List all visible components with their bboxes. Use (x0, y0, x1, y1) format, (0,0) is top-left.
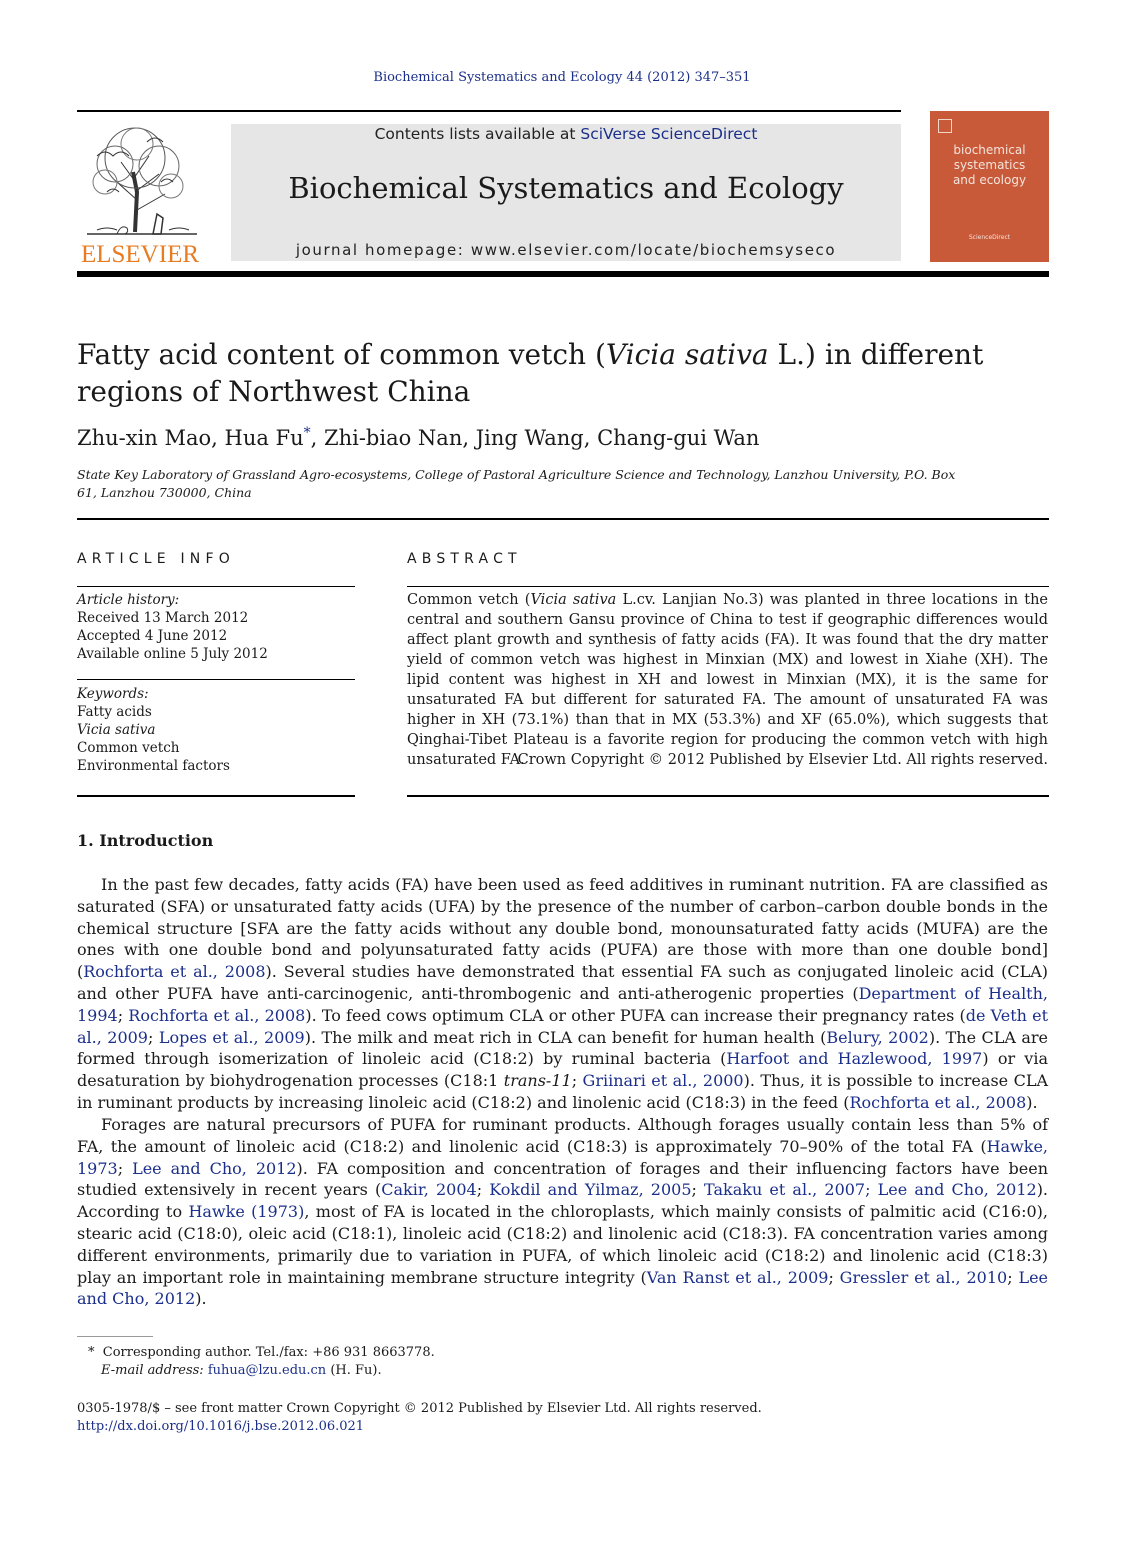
reference-link[interactable]: Van Ranst et al., 2009 (646, 1267, 829, 1287)
email-link[interactable]: fuhua@lzu.edu.cn (207, 1363, 327, 1378)
reference-link[interactable]: Rochforta et al., 2008 (83, 962, 266, 982)
journal-title: Biochemical Systematics and Ecology (288, 171, 844, 205)
abstract-bottom-rule (407, 795, 1049, 797)
cover-logo-icon (938, 119, 952, 133)
reference-link[interactable]: Lee and Cho, 2012 (132, 1158, 297, 1178)
reference-link[interactable]: Cakir, 2004 (381, 1180, 477, 1200)
intro-paragraph-2: Forages are natural precursors of PUFA for ruminant products. Although forages usually contain less than 5% of FA, the amount of linoleic acid (C18:2) and linolenic acid (C18:3) is approximately 70–90% of the total FA (Hawke, 1973; Lee and Cho, 2012). FA composition and concentration of forages and their influencing factors have been studied extensively in recent years (Cakir, 2004; Kokdil and Yilmaz, 2005; Takaku et al., 2007; Lee and Cho, 2012). According to Hawke (1973), most of FA is located in the chloroplasts, which mainly consists of palmitic acid (C16:0), stearic acid (C18:0), oleic acid (C18:1), linoleic acid (C18:2) and linolenic acid (C18:3). FA concentration varies among different environments, primarily due to variation in PUFA, of which linoleic acid (C18:2) and linolenic acid (C18:3) play an important role in maintaining membrane structure integrity (Van Ranst et al., 2009; Gressler et al., 2010; Lee and Cho, 2012). (77, 1115, 1049, 1309)
abstract-rule (407, 586, 1049, 587)
keyword: Environmental factors (77, 758, 230, 774)
affiliation: State Key Laboratory of Grassland Agro-ecosystems, College of Pastoral Agriculture Science and Technology, Lanzhou University, P.O. Box 61, Lanzhou 730000, China (77, 467, 956, 500)
introduction-heading: 1. Introduction (77, 831, 214, 850)
doi-link[interactable]: http://dx.doi.org/10.1016/j.bse.2012.06.021 (77, 1419, 365, 1434)
reference-link[interactable]: Department of Health, 1994 (77, 983, 1049, 1025)
reference-link[interactable]: Griinari et al., 2000 (582, 1071, 744, 1091)
journal-banner (231, 124, 901, 261)
contents-line (231, 125, 901, 143)
reference-link[interactable]: Hawke, 1973 (77, 1136, 1048, 1178)
intro-paragraph-1: In the past few decades, fatty acids (FA) have been used as feed additives in ruminant nutrition. FA are classified as saturated (SFA) or unsaturated fatty acids (UFA) by the presence of the number of carbon–carbon double bonds in the chemical structure [SFA are the fatty acids without any double bond, monounsaturated fatty acids (MUFA) are the ones with one double bond and polyunsaturated fatty acids (PUFA) are those with more than one double bond] (Rochforta et al., 2008). Several studies have demonstrated that essential FA such as conjugated linoleic acid (CLA) and other PUFA have anti-carcinogenic, anti-thrombogenic and anti-atherogenic properties (Department of Health, 1994; Rochforta et al., 2008). To feed cows optimum CLA or other PUFA can increase their pregnancy rates (de Veth et al., 2009; Lopes et al., 2009). The milk and meat rich in CLA can benefit for human health (Belury, 2002). The CLA are formed through isomerization of linoleic acid (C18:2) by ruminal bacteria (Harfoot and Hazlewood, 1997) or via desaturation by biohydrogenation processes (C18:1 trans-11; Griinari et al., 2000). Thus, it is possible to increase CLA in ruminant products by increasing linoleic acid (C18:2) and linolenic acid (C18:3) in the feed (Rochforta et al., 2008). (77, 875, 1049, 1112)
journal-citation[interactable]: Biochemical Systematics and Ecology 44 (2012) 347–351 (373, 70, 751, 85)
title-species: Vicia sativa (605, 338, 769, 371)
reference-link[interactable]: Lee and Cho, 2012 (77, 1267, 1048, 1309)
reference-link[interactable]: Gressler et al., 2010 (839, 1267, 1008, 1287)
abstract-text: Common vetch (Vicia sativa L.cv. Lanjian No.3) was planted in three locations in the central and southern Gansu province of China to test if geographic differences would affect plant growth and synthesis of fatty acids (FA). It was found that the dry matter yield of common vetch was highest in Minxian (MX) and lowest in Xiahe (XH). The lipid content was highest in XH and lowest in Minxian (MX), it is the same for unsaturated FA but different for saturated FA. The amount of unsaturated FA was higher in XH (73.1%) than that in MX (53.3%) and XF (65.0%), which suggests that Qinghai-Tibet Plateau is a favorite region for producing the common vetch with high unsaturated FA. (407, 592, 1049, 768)
title-text-1: Fatty acid content of common vetch ( (77, 338, 606, 371)
abstract-heading: ABSTRACT (407, 551, 522, 567)
reference-link[interactable]: de Veth et al., 2009 (77, 1005, 1049, 1047)
article-info-rule (77, 586, 355, 587)
keyword: Common vetch (77, 740, 180, 756)
reference-link[interactable]: Lopes et al., 2009 (158, 1027, 305, 1047)
elsevier-wordmark: ELSEVIER (80, 241, 200, 264)
reference-link[interactable]: Rochforta et al., 2008 (128, 1005, 306, 1025)
header-rule-top (77, 110, 901, 112)
keywords-rule (77, 679, 355, 680)
keyword: Fatty acids (77, 704, 152, 720)
issn-line: 0305-1978/$ – see front matter Crown Copyright © 2012 Published by Elsevier Ltd. All rights reserved. (77, 1401, 762, 1416)
keywords (77, 685, 355, 775)
contents-prefix: Contents lists available at (374, 125, 581, 143)
article-info-heading: ARTICLE INFO (77, 551, 235, 567)
article-info-bottom-rule (77, 795, 355, 797)
online-date: Available online 5 July 2012 (77, 646, 268, 662)
author-list (77, 425, 1057, 450)
corresponding-author-note: * Corresponding author. Tel./fax: +86 931 8663778. (88, 1345, 435, 1360)
keywords-label: Keywords: (77, 686, 149, 702)
elsevier-logo[interactable] (77, 122, 203, 264)
article-history (77, 591, 355, 663)
article-title (77, 336, 1057, 410)
sciencedirect-link[interactable]: SciVerse ScienceDirect (580, 125, 758, 143)
footnote-rule (77, 1336, 153, 1337)
abstract-copyright: Crown Copyright © 2012 Published by Elsevier Ltd. All rights reserved. (517, 752, 1048, 768)
received-date: Received 13 March 2012 (77, 610, 249, 626)
reference-link[interactable]: Takaku et al., 2007; Lee and Cho, 2012 (704, 1180, 1037, 1200)
reference-link[interactable]: Hawke (1973) (188, 1202, 305, 1222)
affiliation-rule (77, 518, 1049, 520)
reference-link[interactable]: Belury, 2002 (826, 1027, 929, 1047)
reference-link[interactable]: Kokdil and Yilmaz, 2005 (489, 1180, 692, 1200)
authors-rest: , Zhi-biao Nan, Jing Wang, Chang-gui Wan (310, 426, 760, 450)
keyword: Vicia sativa (77, 722, 156, 738)
corresponding-author-marker[interactable]: * (303, 425, 311, 441)
cover-title: biochemical systematics and ecology (952, 143, 1027, 187)
accepted-date: Accepted 4 June 2012 (77, 628, 228, 644)
reference-link[interactable]: Harfoot and Hazlewood, 1997 (726, 1049, 983, 1069)
authors-first: Zhu-xin Mao, Hua Fu (77, 426, 304, 450)
journal-homepage[interactable]: journal homepage: www.elsevier.com/locate/biochemsyseco (295, 241, 837, 259)
title-text-2: L.) in different regions of Northwest China (77, 338, 984, 408)
reference-link[interactable]: Rochforta et al., 2008 (849, 1092, 1027, 1112)
journal-cover[interactable] (930, 111, 1049, 262)
cover-sciencedirect: ScienceDirect (968, 234, 1011, 241)
history-label: Article history: (77, 592, 180, 608)
header-rule-bottom (77, 271, 1049, 277)
tree-logo-icon (77, 122, 203, 264)
email-note: E-mail address: fuhua@lzu.edu.cn (H. Fu). (101, 1363, 382, 1378)
